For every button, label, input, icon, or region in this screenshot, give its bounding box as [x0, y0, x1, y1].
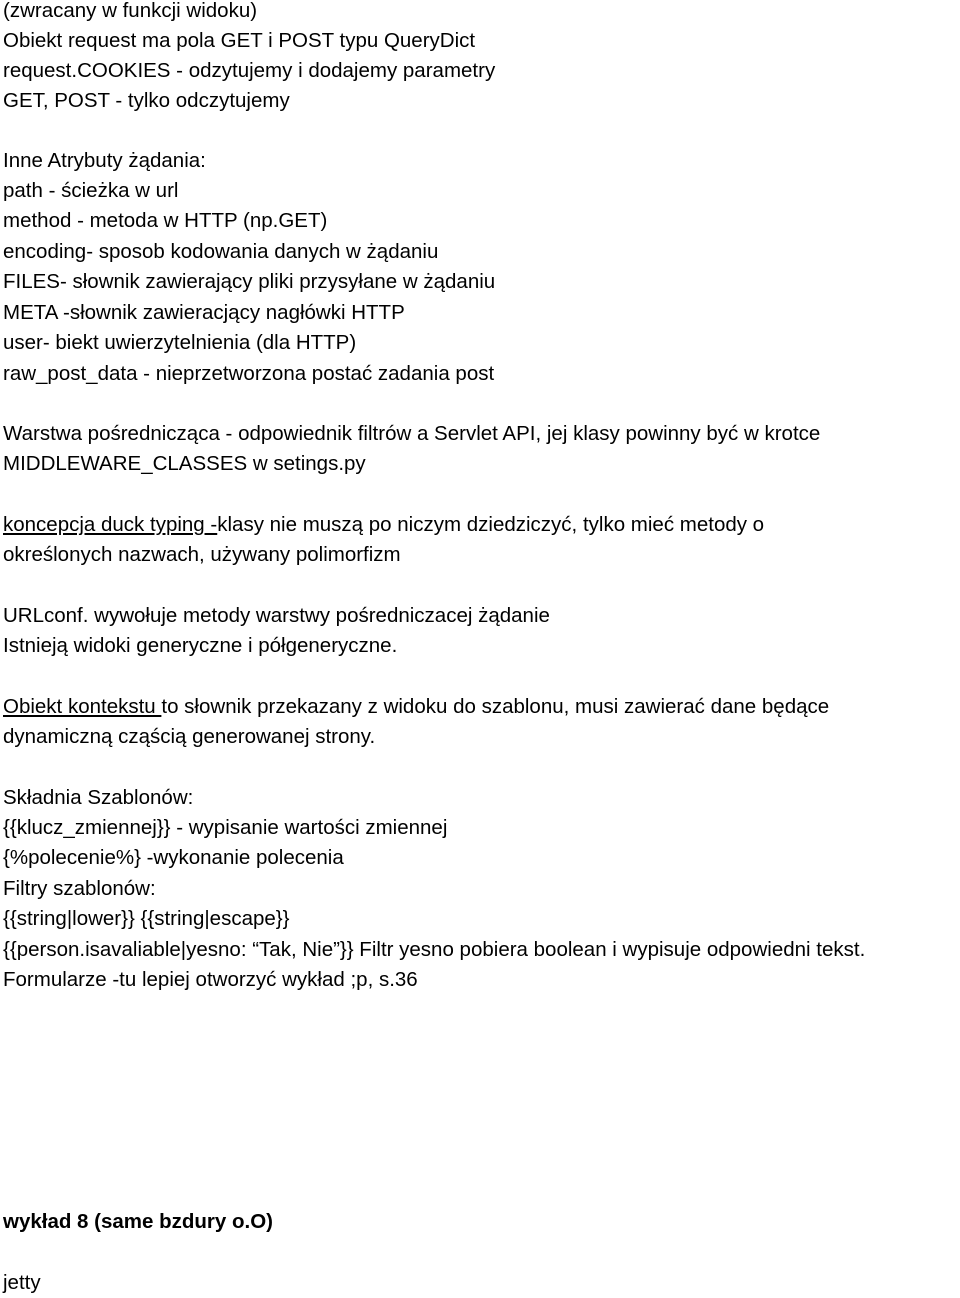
line-11: user- biekt uwierzytelnienia (dla HTTP): [3, 331, 357, 354]
line-24: Filtry szablonów:: [3, 877, 156, 900]
line-26: {{person.isavaliable|yesno: “Tak, Nie”}} Filtr yesno pobiera boolean i wypisuje odpowiedni tekst.: [3, 938, 866, 961]
line-20: dynamiczną cząścią generowanej strony.: [3, 725, 376, 748]
line-19: Obiekt kontekstu to słownik przekazany z widoku do szablonu, musi zawierać dane będące: [3, 695, 830, 718]
line-25: {{string|lower}} {{string|escape}}: [3, 907, 290, 930]
line-10: META -słownik zawieracjący nagłówki HTTP: [3, 301, 405, 324]
section-heading: wykład 8 (same bzdury o.O): [3, 1210, 273, 1233]
line-5: Inne Atrybuty żądania:: [3, 149, 206, 172]
line-3: request.COOKIES - odzytujemy i dodajemy parametry: [3, 59, 496, 82]
line-29: jetty: [3, 1271, 41, 1294]
line-9: FILES- słownik zawierający pliki przysyłane w żądaniu: [3, 270, 496, 293]
line-12: raw_post_data - nieprzetworzona postać zadania post: [3, 362, 495, 385]
line-2: Obiekt request ma pola GET i POST typu QueryDict: [3, 29, 476, 52]
line-16: określonych nazwach, używany polimorfizm: [3, 543, 401, 566]
line-22: {{klucz_zmiennej}} - wypisanie wartości zmiennej: [3, 816, 448, 839]
line-23: {%polecenie%} -wykonanie polecenia: [3, 846, 344, 869]
line-21: Składnia Szablonów:: [3, 786, 194, 809]
line-6: path - ścieżka w url: [3, 179, 179, 202]
line-13: Warstwa pośrednicząca - odpowiednik filtrów a Servlet API, jej klasy powinny być w krotce: [3, 422, 821, 445]
line-17: URLconf. wywołuje metody warstwy pośredniczacej żądanie: [3, 604, 550, 627]
line-1: (zwracany w funkcji widoku): [3, 0, 258, 22]
line-15: koncepcja duck typing -klasy nie muszą po niczym dziedziczyć, tylko mieć metody o: [3, 513, 765, 536]
line-4: GET, POST - tylko odczytujemy: [3, 89, 290, 112]
line-14: MIDDLEWARE_CLASSES w setings.py: [3, 452, 366, 475]
line-8: encoding- sposob kodowania danych w żądaniu: [3, 240, 439, 263]
line-7: method - metoda w HTTP (np.GET): [3, 209, 328, 232]
line-18: Istnieją widoki generyczne i półgeneryczne.: [3, 634, 398, 657]
line-27: Formularze -tu lepiej otworzyć wykład ;p, s.36: [3, 968, 418, 991]
